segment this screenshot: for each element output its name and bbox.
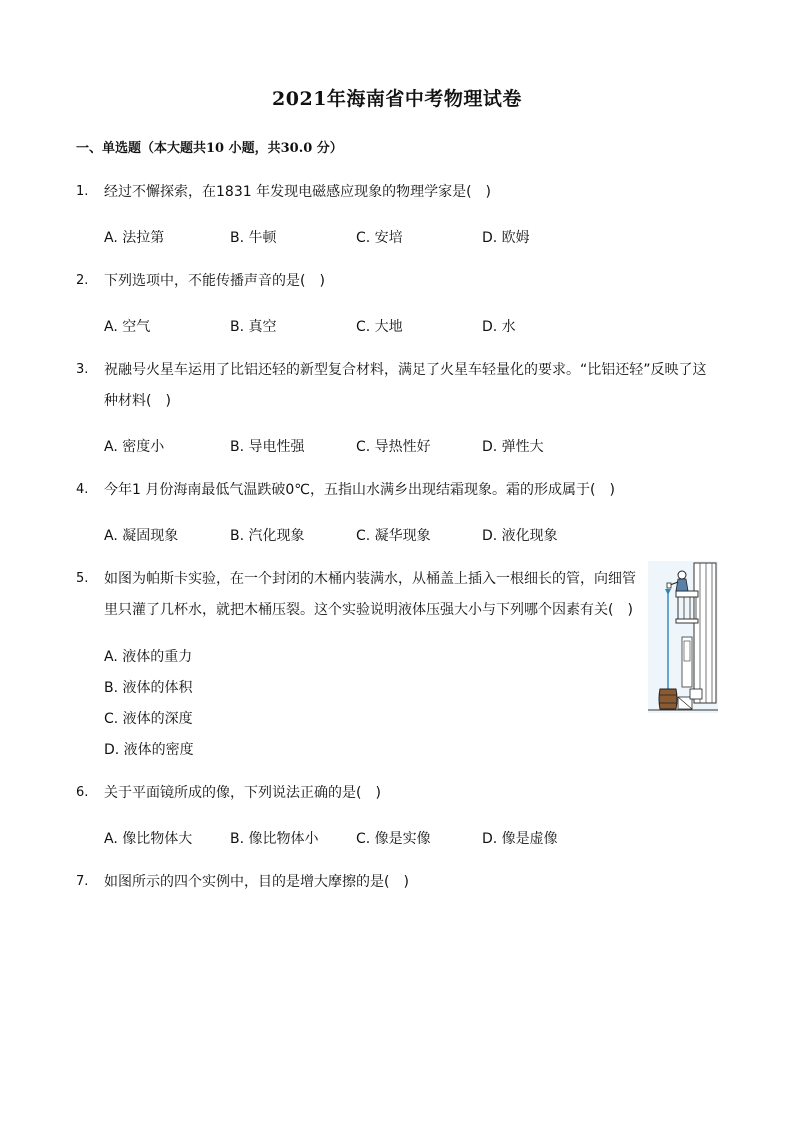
- option-d[interactable]: D. 像是虚像: [482, 831, 558, 847]
- question-number: 7.: [76, 874, 89, 889]
- question-number: 4.: [76, 482, 89, 497]
- question-stem: 下列选项中，不能传播声音的是( ): [104, 273, 325, 289]
- option-a[interactable]: A. 空气: [104, 319, 151, 335]
- question-stem-line-2: 里只灌了几杯水，就把木桶压裂。这个实验说明液体压强大小与下列哪个因素有关( ): [104, 602, 633, 618]
- page-title: 2021年海南省中考物理试卷: [272, 88, 522, 110]
- question-number: 1.: [76, 184, 89, 199]
- option-b[interactable]: B. 像比物体小: [230, 831, 319, 847]
- question-number: 2.: [76, 273, 89, 288]
- question-stem: 关于平面镜所成的像，下列说法正确的是( ): [104, 785, 381, 801]
- option-d[interactable]: D. 欧姆: [482, 230, 530, 246]
- question-stem: 经过不懈探索，在1831 年发现电磁感应现象的物理学家是( ): [104, 184, 492, 200]
- option-c[interactable]: C. 安培: [356, 230, 403, 246]
- option-c[interactable]: C. 液体的深度: [104, 711, 193, 727]
- question-number: 6.: [76, 785, 89, 800]
- option-c[interactable]: C. 凝华现象: [356, 528, 431, 544]
- option-d[interactable]: D. 液化现象: [482, 528, 558, 544]
- question-stem: 今年1 月份海南最低气温跌破0℃，五指山水满乡出现结霜现象。霜的形成属于( ): [104, 482, 615, 498]
- question-number: 5.: [76, 571, 89, 586]
- option-a[interactable]: A. 密度小: [104, 439, 165, 455]
- option-c[interactable]: C. 像是实像: [356, 831, 431, 847]
- option-b[interactable]: B. 导电性强: [230, 439, 305, 455]
- question-stem-line-1: 如图为帕斯卡实验，在一个封闭的木桶内装满水，从桶盖上插入一根细长的管，向细管: [104, 571, 636, 587]
- option-b[interactable]: B. 液体的体积: [104, 680, 193, 696]
- option-d[interactable]: D. 液体的密度: [104, 742, 194, 758]
- option-a[interactable]: A. 像比物体大: [104, 831, 193, 847]
- question-number: 3.: [76, 362, 89, 377]
- option-a[interactable]: A. 法拉第: [104, 230, 165, 246]
- option-b[interactable]: B. 汽化现象: [230, 528, 305, 544]
- option-d[interactable]: D. 弹性大: [482, 439, 544, 455]
- question-stem-line-1: 祝融号火星车运用了比铝还轻的新型复合材料，满足了火星车轻量化的要求。“比铝还轻”反映了这: [104, 362, 707, 378]
- section-heading: 一、单选题（本大题共10 小题，共30.0 分）: [76, 141, 343, 156]
- option-a[interactable]: A. 液体的重力: [104, 649, 193, 665]
- pascal-barrel-illustration: [648, 561, 718, 713]
- question-stem: 如图所示的四个实例中，目的是增大摩擦的是( ): [104, 874, 409, 890]
- option-c[interactable]: C. 大地: [356, 319, 403, 335]
- option-d[interactable]: D. 水: [482, 319, 516, 335]
- option-b[interactable]: B. 真空: [230, 319, 277, 335]
- option-c[interactable]: C. 导热性好: [356, 439, 431, 455]
- option-a[interactable]: A. 凝固现象: [104, 528, 179, 544]
- question-stem-line-2: 种材料( ): [104, 393, 171, 409]
- option-b[interactable]: B. 牛顿: [230, 230, 277, 246]
